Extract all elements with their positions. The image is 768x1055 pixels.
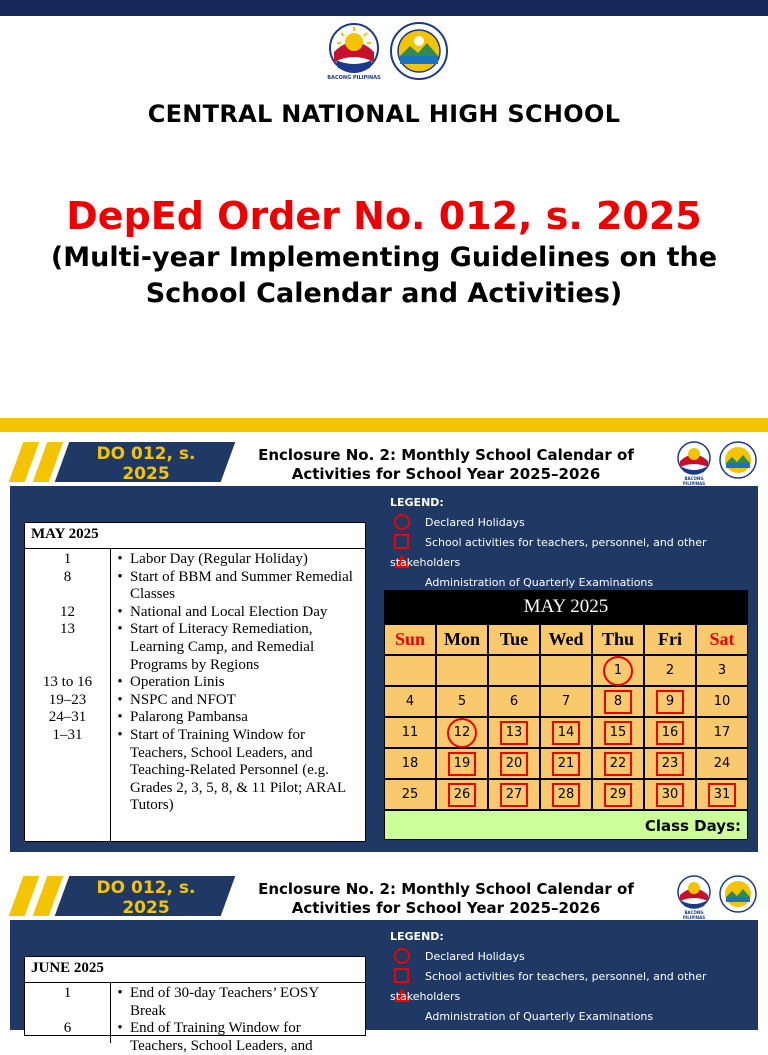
calendar-day <box>436 779 488 810</box>
gold-band <box>0 418 768 432</box>
calendar-day <box>592 779 644 810</box>
activity-marker: 31 <box>708 783 736 807</box>
table-row <box>25 551 365 569</box>
legend-activities: School activities for teachers, personnel, and other <box>425 970 707 983</box>
table-month: MAY 2025 <box>25 523 365 549</box>
activity-marker: 21 <box>552 752 580 776</box>
weekday-header-mon: Mon <box>436 624 488 655</box>
row-date: 24–31 <box>48 709 87 726</box>
row-text: Start of Literacy Remediation, Learning Camp, and Remedial Programs by Regions <box>130 621 315 673</box>
row-text: Start of Training Window for Teachers, School Leaders, and Teaching-Related Personnel (e.g. Grades 2, 3, 5, 8, & 11 Pilot; ARAL Tutors) <box>130 726 346 814</box>
bullet: • <box>117 985 123 1001</box>
legend-activities: School activities for teachers, personnel, and other <box>425 536 707 549</box>
school-name: CENTRAL NATIONAL HIGH SCHOOL <box>147 100 621 128</box>
calendar-day: 18 <box>384 748 436 779</box>
calendar-day: 2 <box>644 655 696 686</box>
do-label: DO 012, s. 2025 <box>96 444 196 484</box>
activity-square-icon <box>394 968 409 983</box>
enclosure-title: Enclosure No. 2: Monthly School Calendar of Activities for School Year 2025–2026 <box>258 880 634 917</box>
bullet: • <box>117 674 123 691</box>
row-date: 1 <box>63 985 72 1001</box>
calendar-day: 3 <box>696 655 748 686</box>
activity-marker: 9 <box>656 690 684 714</box>
table-row <box>25 621 365 674</box>
class-days-label: Class Days: <box>384 810 748 840</box>
gold-band <box>0 852 768 866</box>
slide-header <box>0 866 768 920</box>
bullet: • <box>117 709 123 726</box>
row-text: NSPC and NFOT <box>130 691 236 708</box>
activity-marker: 19 <box>448 752 476 776</box>
activity-marker: 28 <box>552 783 580 807</box>
activity-marker: 22 <box>604 752 632 776</box>
enclosure-title: Enclosure No. 2: Monthly School Calendar of Activities for School Year 2025–2026 <box>258 446 634 483</box>
calendar-day <box>540 748 592 779</box>
calendar-day <box>488 779 540 810</box>
seal-caption: BACONG PILIPINAS <box>682 910 706 920</box>
activity-marker: 23 <box>656 752 684 776</box>
row-date: 12 <box>60 603 75 620</box>
activity-marker: 29 <box>604 783 632 807</box>
legend-exams: Administration of Quarterly Examinations <box>425 576 654 589</box>
holiday-marker: 1 <box>603 656 633 686</box>
calendar-day <box>592 748 644 779</box>
legend-exams: Administration of Quarterly Examinations <box>425 1010 654 1023</box>
calendar-day: 17 <box>696 717 748 748</box>
calendar-day <box>644 717 696 748</box>
row-text: National and Local Election Day <box>130 603 328 620</box>
row-text: Start of BBM and Summer Remedial Classes <box>130 568 353 603</box>
activity-marker: 16 <box>656 721 684 745</box>
bullet: • <box>117 1020 123 1037</box>
bullet: • <box>117 621 123 638</box>
row-date: 13 <box>60 621 75 638</box>
table-row <box>25 604 365 622</box>
table-row <box>25 674 365 692</box>
row-date: 13 to 16 <box>42 674 93 691</box>
calendar-day <box>592 686 644 717</box>
slide-logos <box>674 440 764 484</box>
activity-marker: 8 <box>604 690 632 714</box>
activities-table <box>24 956 366 1054</box>
calendar-day <box>436 717 488 748</box>
table-row <box>25 569 365 604</box>
activity-marker: 14 <box>552 721 580 745</box>
weekday-header-wed: Wed <box>540 624 592 655</box>
holiday-circle-icon <box>394 514 410 530</box>
activity-marker: 26 <box>448 783 476 807</box>
calendar-grid <box>384 624 748 810</box>
calendar-day <box>644 748 696 779</box>
seal-caption: BACONG PILIPINAS <box>327 75 381 81</box>
calendar-day: 10 <box>696 686 748 717</box>
legend <box>390 930 758 1022</box>
table-month: JUNE 2025 <box>25 957 365 983</box>
calendar-day: 24 <box>696 748 748 779</box>
row-text: Labor Day (Regular Holiday) <box>130 551 308 567</box>
bagong-pilipinas-seal <box>326 22 382 84</box>
calendar-slide-june <box>0 852 768 1054</box>
holiday-circle-icon <box>394 948 410 964</box>
top-navy-bar <box>0 0 768 16</box>
calendar-day <box>592 655 644 686</box>
calendar-empty-cell <box>488 655 540 686</box>
row-date: 19–23 <box>48 691 87 708</box>
table-row <box>25 692 365 710</box>
do-label: DO 012, s. 2025 <box>96 878 196 918</box>
activity-marker: 20 <box>500 752 528 776</box>
row-text: End of 30-day Teachers’ EOSY Break <box>130 985 319 1019</box>
weekday-header-tue: Tue <box>488 624 540 655</box>
bullet: • <box>117 691 123 708</box>
bullet: • <box>117 551 123 567</box>
activity-square-icon <box>394 534 409 549</box>
bullet: • <box>117 726 123 743</box>
legend <box>390 496 758 588</box>
calendar-empty-cell <box>540 655 592 686</box>
table-body <box>25 983 365 1054</box>
legend-title: LEGEND: <box>390 930 444 943</box>
activity-marker: 30 <box>656 783 684 807</box>
school-seal <box>390 22 448 80</box>
calendar-day: 7 <box>540 686 592 717</box>
slide-header <box>0 432 768 486</box>
row-date: 6 <box>63 1020 72 1037</box>
table-body <box>25 549 365 841</box>
row-text: End of Training Window for Teachers, School Leaders, and <box>130 1020 313 1054</box>
calendar-day: 4 <box>384 686 436 717</box>
activity-marker: 27 <box>500 783 528 807</box>
legend-activities-cont: stakeholders <box>390 990 461 1003</box>
activities-table <box>24 522 366 842</box>
weekday-header-fri: Fri <box>644 624 696 655</box>
calendar-panel <box>10 486 758 856</box>
calendar-title: MAY 2025 <box>384 590 748 624</box>
row-date: 8 <box>63 568 72 585</box>
legend-title: LEGEND: <box>390 496 444 509</box>
order-title: DepEd Order No. 012, s. 2025 <box>66 194 702 238</box>
table-row <box>25 985 365 1020</box>
calendar-day <box>696 779 748 810</box>
table-row <box>25 727 365 815</box>
bullet: • <box>117 568 123 585</box>
activity-marker: 13 <box>500 721 528 745</box>
calendar-day <box>488 748 540 779</box>
calendar-day <box>540 779 592 810</box>
order-subtitle: (Multi-year Implementing Guidelines on the School Calendar and Activities) <box>50 242 718 309</box>
row-text: Palarong Pambansa <box>130 709 248 726</box>
bullet: • <box>117 603 123 620</box>
calendar-panel <box>10 920 758 1054</box>
calendar-day <box>436 748 488 779</box>
calendar-day <box>592 717 644 748</box>
calendar-empty-cell <box>436 655 488 686</box>
calendar-day: 5 <box>436 686 488 717</box>
weekday-header-sat: Sat <box>696 624 748 655</box>
slide-logos <box>674 874 764 918</box>
table-row <box>25 709 365 727</box>
row-date: 1–31 <box>52 726 83 743</box>
header-logos <box>326 22 450 84</box>
row-date: 1 <box>63 551 72 567</box>
holiday-marker: 12 <box>447 718 477 748</box>
calendar-day: 6 <box>488 686 540 717</box>
calendar-day <box>644 686 696 717</box>
calendar-day <box>540 717 592 748</box>
calendar-day <box>488 717 540 748</box>
table-row <box>25 1020 365 1055</box>
legend-activities-cont: stakeholders <box>390 556 461 569</box>
calendar-day: 25 <box>384 779 436 810</box>
row-text: Operation Linis <box>130 674 225 691</box>
calendar-empty-cell <box>384 655 436 686</box>
activity-marker: 15 <box>604 721 632 745</box>
weekday-header-sun: Sun <box>384 624 436 655</box>
calendar-day: 11 <box>384 717 436 748</box>
legend-holidays: Declared Holidays <box>425 516 525 529</box>
calendar-day <box>644 779 696 810</box>
weekday-header-thu: Thu <box>592 624 644 655</box>
month-calendar <box>384 590 748 840</box>
calendar-slide-may <box>0 418 768 858</box>
seal-caption: BACONG PILIPINAS <box>682 476 706 486</box>
legend-holidays: Declared Holidays <box>425 950 525 963</box>
